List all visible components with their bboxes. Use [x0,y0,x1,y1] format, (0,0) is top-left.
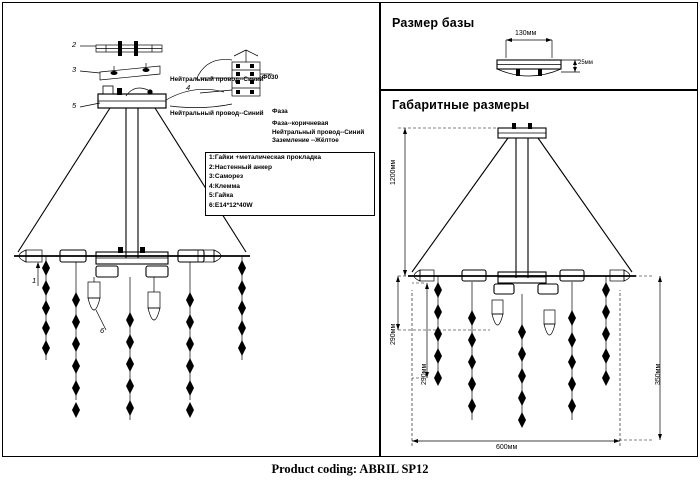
crystal-strands [42,256,246,420]
chandelier-front-view [14,94,250,420]
parts-legend-item: 3:Саморез [209,173,244,181]
body-dim: 290мм [390,323,397,345]
overall-dimensions-title: Габаритные размеры [392,98,530,112]
parts-legend [205,152,375,216]
callout-6: 6 [100,326,105,335]
base-thickness-dim: 25мм [578,60,593,66]
parts-legend-item: 5:Гайка [209,192,234,200]
wire-legend-ground: Заземление --Жёлтое [272,137,339,145]
parts-legend-item: 1:Гайки +металическая прокладка [209,154,322,161]
callout-3: 3 [72,65,77,74]
wire-legend-phase: Фаза--коричневая [272,120,329,127]
crystal-dim: 350мм [655,363,662,385]
parts-legend-item: 2:Настенный анкер [209,163,272,171]
canopy-assembly [98,86,166,108]
callout-5: 5 [72,101,77,110]
overall-dimensions-drawing [396,123,662,446]
callout-4: 4 [186,83,191,92]
base-width-dim: 130мм [515,30,537,37]
wire-label-phase-right: Фаза [272,108,288,115]
width-dim: 600мм [496,444,518,451]
product-coding: Product coding: ABRIL SP12 [271,462,429,476]
base-size-drawing [497,38,580,76]
callout-1: 1 [32,276,37,285]
callout-2: 2 [72,40,77,49]
wire-legend [272,110,376,144]
wire-label-phase-left: Нейтральный провод--Синий [170,110,264,117]
base-size-title: Размер базы [392,16,475,30]
drop-dim: 1200мм [390,159,397,185]
arm-dim: 290мм [421,363,428,385]
parts-legend-item: 6:E14*12*40W [209,201,253,209]
terminal-block-part [232,50,260,96]
parts-legend-item: 4:Клемма [209,182,240,190]
screw-plate-part [100,63,160,80]
wire-label-neutral-left: Нейтральный провод--Синий [170,76,264,83]
wire-legend-neutral: Нейтральный провод--Синий [272,128,365,136]
wall-anchor-part [96,41,162,56]
wire-label-fuse: Ф030 [262,74,279,81]
